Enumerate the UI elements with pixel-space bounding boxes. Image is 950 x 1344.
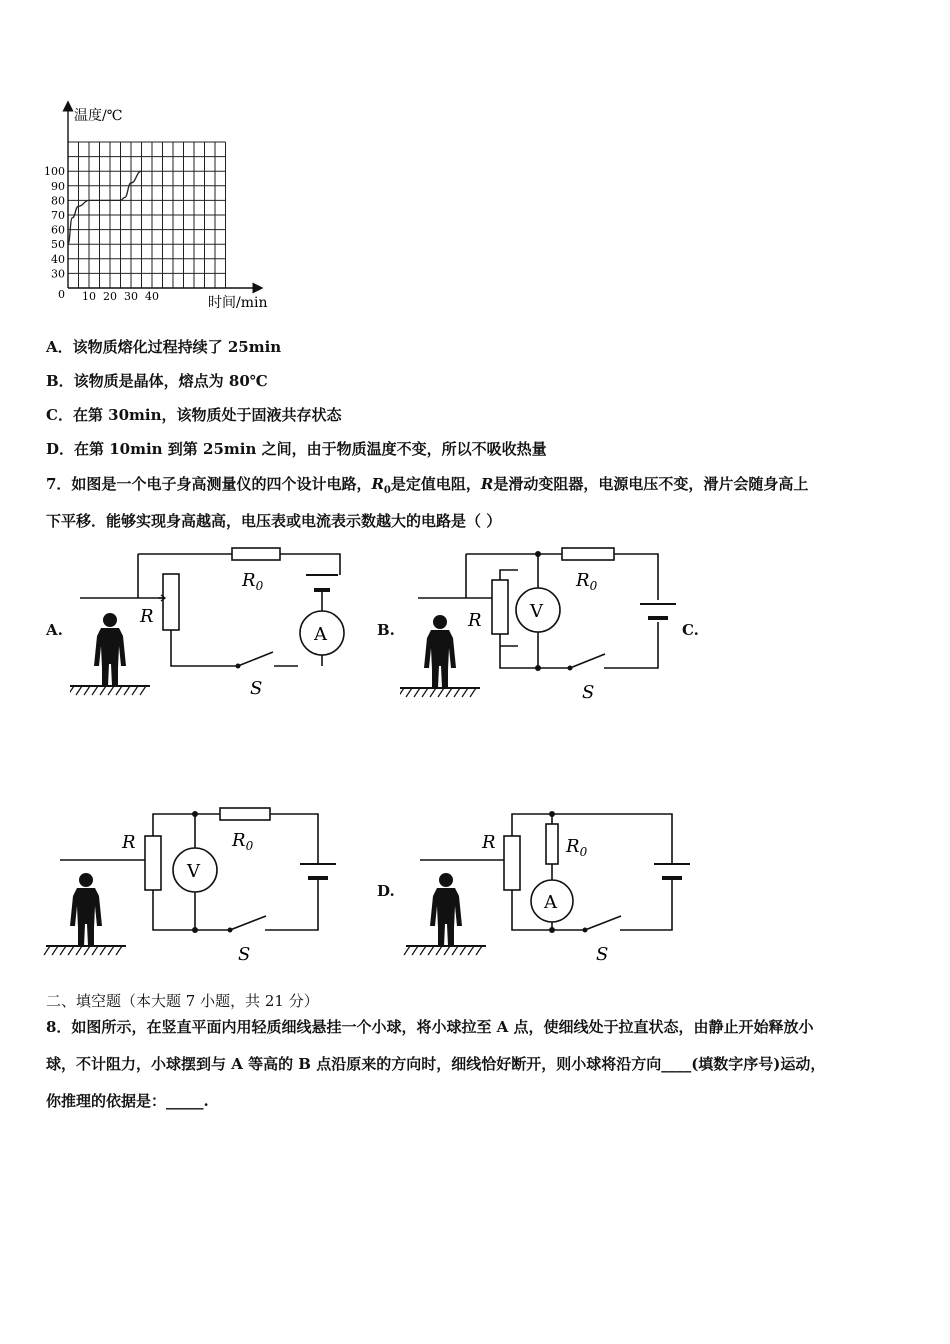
x-tick-label: 20 bbox=[103, 290, 117, 303]
switch-s bbox=[238, 652, 273, 666]
circuit-label-a: A. bbox=[46, 621, 63, 639]
label-r: R bbox=[468, 610, 482, 631]
y-tick-label: 50 bbox=[51, 238, 65, 252]
rheostat-r bbox=[145, 836, 161, 890]
label-s: S bbox=[250, 678, 263, 699]
switch-s bbox=[230, 916, 266, 930]
origin-label: 0 bbox=[58, 288, 65, 301]
switch-s bbox=[570, 654, 605, 668]
resistor-r0 bbox=[562, 548, 614, 560]
rheostat-r bbox=[504, 836, 520, 890]
label-r0: $R_0$ bbox=[242, 570, 264, 593]
q6-option-a: A．该物质熔化过程持续了 25min bbox=[46, 338, 282, 356]
label-s: S bbox=[238, 944, 251, 965]
y-tick-labels bbox=[44, 165, 65, 280]
label-r: R bbox=[140, 606, 154, 627]
q6-option-c: C．在第 30min，该物质处于固液共存状态 bbox=[46, 406, 342, 424]
x-tick-label: 10 bbox=[82, 290, 96, 303]
voltmeter-symbol: V bbox=[187, 861, 200, 882]
label-r: R bbox=[482, 832, 496, 853]
label-s: S bbox=[582, 682, 595, 703]
circuit-b bbox=[400, 540, 690, 710]
circuit-c bbox=[40, 800, 340, 970]
label-r0: $R_0$ bbox=[566, 836, 588, 859]
x-tick-label: 30 bbox=[124, 290, 138, 303]
q8-line2: 球，不计阻力，小球摆到与 A 等高的 B 点沿原来的方向时，细线恰好断开，则小球将沿方向____(填数字序号)运动， bbox=[46, 1055, 826, 1073]
y-axis-label: 温度/℃ bbox=[74, 108, 123, 124]
voltmeter-symbol: V bbox=[530, 601, 543, 622]
rheostat-r bbox=[163, 574, 179, 630]
x-tick-labels bbox=[82, 290, 159, 303]
circuit-label-b: B. bbox=[377, 621, 395, 639]
label-r: R bbox=[122, 832, 136, 853]
q6-option-b: B．该物质是晶体，熔点为 80℃ bbox=[46, 372, 268, 390]
y-tick-label: 80 bbox=[51, 194, 65, 208]
switch-s bbox=[585, 916, 621, 930]
temperature-curve bbox=[68, 171, 142, 244]
label-s: S bbox=[596, 944, 609, 965]
circuit-a bbox=[70, 540, 360, 710]
q7-line2: 下平移．能够实现身高越高，电压表或电流表示数越大的电路是（ ） bbox=[46, 512, 502, 530]
circuit-label-c: C. bbox=[682, 621, 699, 639]
q6-option-d: D．在第 10min 到第 25min 之间，由于物质温度不变，所以不吸收热量 bbox=[46, 440, 547, 458]
section-2-title: 二、填空题（本大题 7 小题，共 21 分） bbox=[46, 992, 319, 1010]
graph-grid bbox=[68, 142, 226, 288]
x-axis-label: 时间/min bbox=[208, 295, 268, 311]
circuit-d bbox=[400, 800, 700, 970]
y-tick-label: 100 bbox=[44, 165, 65, 179]
q8-line1: 8．如图所示，在竖直平面内用轻质细线悬挂一个小球，将小球拉至 A 点，使细线处于拉直状态，由静止开始释放小 bbox=[46, 1018, 814, 1036]
y-tick-label: 40 bbox=[51, 252, 65, 266]
rheostat-r bbox=[492, 580, 508, 634]
q8-line3: 你推理的依据是：_____. bbox=[46, 1092, 209, 1110]
temperature-time-graph bbox=[40, 100, 300, 320]
resistor-r0 bbox=[546, 824, 558, 864]
resistor-r0 bbox=[220, 808, 270, 820]
ammeter-symbol: A bbox=[314, 624, 327, 645]
label-r0: $R_0$ bbox=[576, 570, 598, 593]
circuit-label-d: D. bbox=[377, 882, 395, 900]
x-tick-label: 40 bbox=[145, 290, 159, 303]
resistor-r0 bbox=[232, 548, 280, 560]
y-tick-label: 60 bbox=[51, 223, 65, 237]
y-tick-label: 70 bbox=[51, 209, 65, 222]
y-tick-label: 90 bbox=[51, 179, 65, 193]
y-tick-label: 30 bbox=[51, 267, 65, 281]
q7-line1: 7．如图是一个电子身高测量仪的四个设计电路，$R_0$是定值电阻，R是滑动变阻器，电源电压不变，滑片会随身高上 bbox=[46, 475, 809, 496]
label-r0: $R_0$ bbox=[232, 830, 254, 853]
ammeter-symbol: A bbox=[544, 892, 557, 913]
